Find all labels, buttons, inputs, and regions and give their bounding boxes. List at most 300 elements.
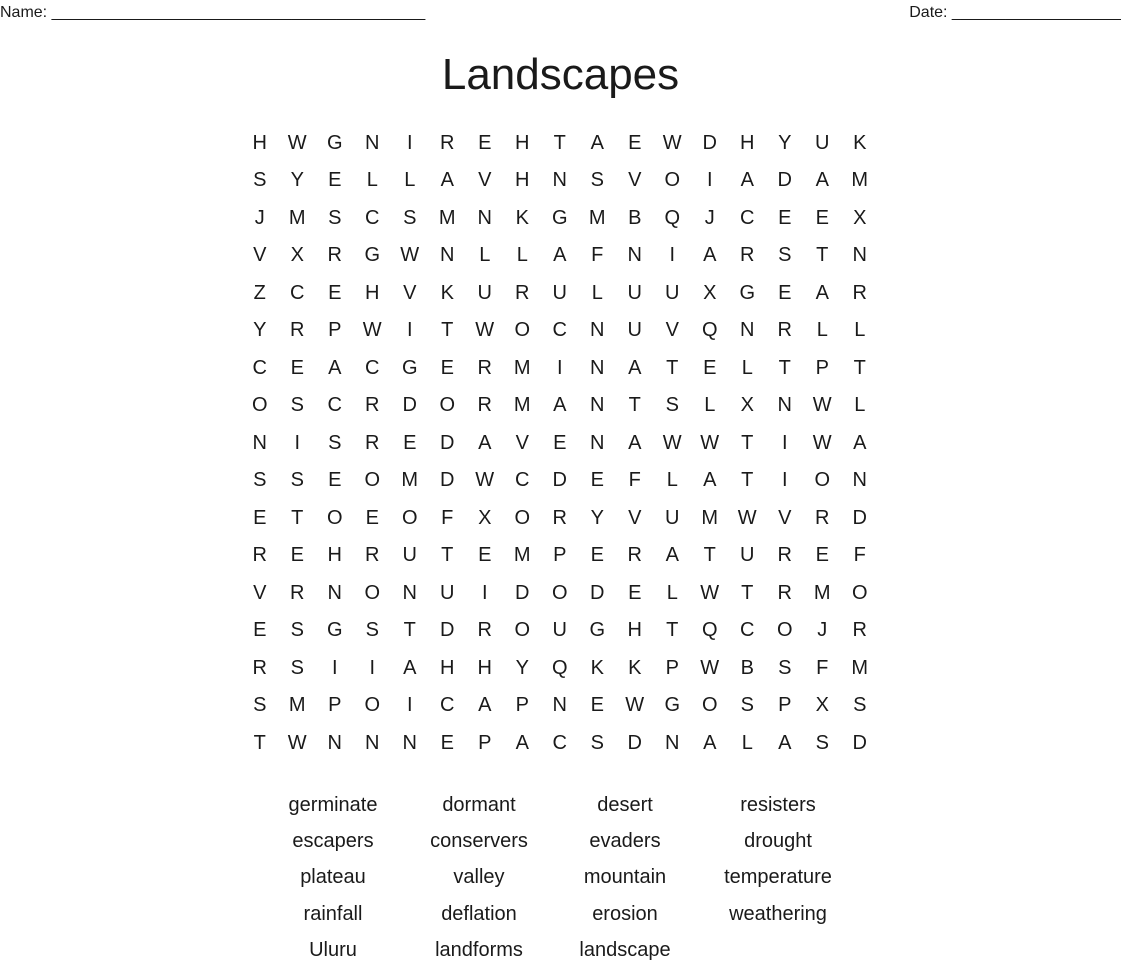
grid-letter: N xyxy=(402,731,417,754)
grid-letter: I xyxy=(406,319,413,342)
grid-letter: I xyxy=(331,656,338,679)
grid-letter: N xyxy=(440,244,455,267)
grid-letter: C xyxy=(365,356,380,379)
grid-letter: I xyxy=(669,244,676,267)
word-bank-item: Uluru xyxy=(309,938,357,961)
grid-letter: H xyxy=(327,544,342,567)
grid-letter: W xyxy=(400,244,420,267)
word-search-grid xyxy=(241,124,879,762)
grid-letter: G xyxy=(589,619,606,642)
grid-letter: A xyxy=(440,169,454,192)
grid-letter: D xyxy=(702,131,717,154)
grid-letter: E xyxy=(440,356,454,379)
grid-letter: E xyxy=(815,544,829,567)
grid-letter: O xyxy=(814,469,831,492)
grid-letter: S xyxy=(665,394,679,417)
grid-letter: W xyxy=(287,731,307,754)
grid-letter: S xyxy=(403,206,417,229)
grid-letter: L xyxy=(741,731,753,754)
grid-letter: X xyxy=(740,394,754,417)
grid-letter: R xyxy=(552,506,567,529)
grid-letter: D xyxy=(440,619,455,642)
grid-letter: L xyxy=(704,394,716,417)
grid-letter: T xyxy=(403,619,416,642)
grid-letter: T xyxy=(553,131,566,154)
grid-letter: E xyxy=(815,206,829,229)
grid-letter: R xyxy=(777,581,792,604)
grid-letter: M xyxy=(851,169,869,192)
grid-letter: G xyxy=(664,694,681,717)
grid-letter: E xyxy=(403,431,417,454)
grid-letter: I xyxy=(556,356,563,379)
grid-letter: V xyxy=(253,244,267,267)
grid-letter: H xyxy=(440,656,455,679)
grid-letter: H xyxy=(477,656,492,679)
grid-letter: D xyxy=(627,731,642,754)
grid-letter: D xyxy=(852,731,867,754)
grid-letter: A xyxy=(778,731,792,754)
grid-letter: I xyxy=(406,131,413,154)
grid-letter: R xyxy=(815,506,830,529)
grid-letter: L xyxy=(854,319,866,342)
grid-letter: Y xyxy=(515,656,529,679)
word-bank-item: conservers xyxy=(430,830,528,853)
grid-letter: A xyxy=(703,469,717,492)
grid-letter: Z xyxy=(253,281,266,304)
grid-letter: U xyxy=(627,281,642,304)
grid-letter: W xyxy=(812,431,832,454)
word-bank-item: desert xyxy=(597,794,653,817)
grid-letter: T xyxy=(778,356,791,379)
grid-letter: Y xyxy=(778,131,792,154)
grid-letter: R xyxy=(852,281,867,304)
grid-letter: E xyxy=(253,506,267,529)
grid-letter: U xyxy=(627,319,642,342)
grid-letter: R xyxy=(777,319,792,342)
grid-letter: J xyxy=(704,206,715,229)
grid-letter: C xyxy=(740,619,755,642)
grid-letter: E xyxy=(778,281,792,304)
grid-letter: D xyxy=(852,506,867,529)
grid-letter: C xyxy=(552,731,567,754)
grid-letter: P xyxy=(815,356,829,379)
grid-letter: E xyxy=(328,281,342,304)
grid-letter: H xyxy=(740,131,755,154)
grid-letter: R xyxy=(477,394,492,417)
grid-letter: E xyxy=(478,131,492,154)
grid-letter: R xyxy=(777,544,792,567)
grid-letter: A xyxy=(628,356,642,379)
word-bank-item: temperature xyxy=(724,866,832,889)
grid-letter: W xyxy=(700,656,720,679)
grid-letter: R xyxy=(252,544,267,567)
grid-letter: R xyxy=(365,544,380,567)
grid-letter: N xyxy=(627,244,642,267)
grid-letter: D xyxy=(552,469,567,492)
grid-letter: N xyxy=(477,206,492,229)
grid-letter: L xyxy=(816,319,828,342)
grid-letter: L xyxy=(666,469,678,492)
grid-letter: M xyxy=(438,206,456,229)
grid-letter: C xyxy=(440,694,455,717)
word-bank-item: weathering xyxy=(729,902,827,925)
grid-letter: L xyxy=(404,169,416,192)
grid-letter: V xyxy=(628,169,642,192)
puzzle-title: Landscapes xyxy=(441,50,680,99)
grid-letter: A xyxy=(665,544,679,567)
grid-letter: Q xyxy=(701,619,718,642)
grid-letter: J xyxy=(254,206,265,229)
grid-letter: S xyxy=(740,694,754,717)
grid-letter: A xyxy=(590,131,604,154)
grid-letter: S xyxy=(815,731,829,754)
grid-letter: M xyxy=(401,469,419,492)
grid-letter: C xyxy=(252,356,267,379)
grid-letter: P xyxy=(328,694,342,717)
grid-letter: R xyxy=(440,131,455,154)
grid-letter: K xyxy=(628,656,642,679)
grid-letter: A xyxy=(703,244,717,267)
grid-letter: L xyxy=(741,356,753,379)
grid-letter: N xyxy=(552,694,567,717)
grid-letter: E xyxy=(628,581,642,604)
grid-letter: S xyxy=(365,619,379,642)
grid-letter: X xyxy=(853,206,867,229)
grid-letter: L xyxy=(479,244,491,267)
grid-letter: O xyxy=(364,581,381,604)
grid-letter: I xyxy=(369,656,376,679)
grid-letter: N xyxy=(252,431,267,454)
grid-letter: I xyxy=(781,431,788,454)
grid-letter: T xyxy=(628,394,641,417)
grid-letter: M xyxy=(288,694,306,717)
grid-letter: E xyxy=(590,544,604,567)
grid-letter: P xyxy=(553,544,567,567)
grid-letter: Q xyxy=(701,319,718,342)
grid-letter: F xyxy=(628,469,641,492)
grid-letter: M xyxy=(288,206,306,229)
grid-letter: A xyxy=(515,731,529,754)
grid-letter: K xyxy=(515,206,529,229)
grid-letter: T xyxy=(666,356,679,379)
word-bank-item: evaders xyxy=(589,830,661,853)
grid-letter: W xyxy=(475,469,495,492)
grid-letter: N xyxy=(365,731,380,754)
grid-letter: M xyxy=(851,656,869,679)
grid-letter: Y xyxy=(253,319,267,342)
grid-letter: G xyxy=(401,356,418,379)
grid-letter: O xyxy=(776,619,793,642)
grid-letter: E xyxy=(590,694,604,717)
grid-letter: N xyxy=(590,319,605,342)
grid-letter: W xyxy=(362,319,382,342)
grid-letter: J xyxy=(817,619,828,642)
grid-letter: R xyxy=(290,581,305,604)
grid-letter: H xyxy=(515,169,530,192)
grid-letter: M xyxy=(513,356,531,379)
grid-letter: O xyxy=(701,694,718,717)
grid-letter: E xyxy=(553,431,567,454)
grid-letter: U xyxy=(815,131,830,154)
grid-letter: C xyxy=(740,206,755,229)
grid-letter: O xyxy=(401,506,418,529)
grid-letter: E xyxy=(328,169,342,192)
grid-letter: F xyxy=(853,544,866,567)
grid-letter: R xyxy=(515,281,530,304)
grid-letter: A xyxy=(815,281,829,304)
grid-letter: T xyxy=(441,319,454,342)
grid-letter: C xyxy=(515,469,530,492)
word-bank-item: escapers xyxy=(292,830,374,853)
grid-letter: W xyxy=(812,394,832,417)
grid-letter: M xyxy=(588,206,606,229)
grid-letter: N xyxy=(327,731,342,754)
grid-letter: O xyxy=(364,469,381,492)
grid-letter: U xyxy=(477,281,492,304)
grid-letter: V xyxy=(478,169,492,192)
grid-letter: W xyxy=(662,431,682,454)
grid-letter: C xyxy=(552,319,567,342)
word-bank-item: deflation xyxy=(441,902,517,925)
grid-letter: R xyxy=(365,394,380,417)
grid-letter: N xyxy=(590,394,605,417)
grid-letter: B xyxy=(628,206,642,229)
grid-letter: T xyxy=(253,731,266,754)
grid-letter: C xyxy=(290,281,305,304)
grid-letter: E xyxy=(253,619,267,642)
grid-letter: Y xyxy=(290,169,304,192)
grid-letter: V xyxy=(253,581,267,604)
grid-letter: V xyxy=(665,319,679,342)
grid-letter: A xyxy=(628,431,642,454)
grid-letter: O xyxy=(326,506,343,529)
grid-letter: K xyxy=(853,131,867,154)
grid-letter: N xyxy=(365,131,380,154)
grid-letter: O xyxy=(514,319,531,342)
word-bank-item: germinate xyxy=(288,794,378,817)
grid-letter: S xyxy=(590,169,604,192)
grid-letter: I xyxy=(481,581,488,604)
grid-letter: A xyxy=(478,431,492,454)
grid-letter: C xyxy=(327,394,342,417)
grid-letter: M xyxy=(813,581,831,604)
grid-letter: P xyxy=(328,319,342,342)
grid-letter: W xyxy=(625,694,645,717)
grid-letter: N xyxy=(327,581,342,604)
word-bank-item: landscape xyxy=(579,938,671,961)
grid-letter: W xyxy=(737,506,757,529)
grid-letter: U xyxy=(740,544,755,567)
grid-letter: E xyxy=(440,731,454,754)
grid-letter: W xyxy=(475,319,495,342)
grid-letter: S xyxy=(253,694,267,717)
grid-letter: D xyxy=(440,469,455,492)
word-bank xyxy=(260,787,858,968)
grid-letter: O xyxy=(851,581,868,604)
grid-letter: L xyxy=(666,581,678,604)
grid-letter: T xyxy=(741,469,754,492)
grid-letter: E xyxy=(778,206,792,229)
grid-letter: N xyxy=(402,581,417,604)
grid-letter: P xyxy=(778,694,792,717)
grid-letter: A xyxy=(703,731,717,754)
grid-letter: N xyxy=(590,356,605,379)
grid-letter: V xyxy=(778,506,792,529)
word-bank-item: drought xyxy=(744,830,812,853)
grid-letter: E xyxy=(290,544,304,567)
grid-letter: A xyxy=(553,394,567,417)
grid-letter: O xyxy=(439,394,456,417)
grid-letter: K xyxy=(440,281,454,304)
grid-letter: D xyxy=(515,581,530,604)
grid-letter: B xyxy=(740,656,754,679)
grid-letter: L xyxy=(854,394,866,417)
grid-letter: S xyxy=(290,656,304,679)
grid-letter: W xyxy=(287,131,307,154)
grid-letter: A xyxy=(740,169,754,192)
grid-letter: E xyxy=(328,469,342,492)
grid-letter: R xyxy=(477,356,492,379)
grid-letter: M xyxy=(701,506,719,529)
grid-letter: O xyxy=(251,394,268,417)
grid-letter: O xyxy=(551,581,568,604)
grid-letter: L xyxy=(591,281,603,304)
grid-letter: G xyxy=(326,131,343,154)
grid-letter: D xyxy=(590,581,605,604)
grid-letter: S xyxy=(290,469,304,492)
date-field: Date: ___________________ xyxy=(909,4,1121,21)
grid-letter: T xyxy=(703,544,716,567)
grid-letter: Q xyxy=(664,206,681,229)
grid-letter: S xyxy=(328,431,342,454)
grid-letter: W xyxy=(700,581,720,604)
grid-letter: S xyxy=(590,731,604,754)
grid-letter: X xyxy=(478,506,492,529)
word-bank-item: dormant xyxy=(442,794,516,817)
grid-letter: H xyxy=(365,281,380,304)
grid-letter: P xyxy=(665,656,679,679)
grid-letter: N xyxy=(852,244,867,267)
grid-letter: S xyxy=(778,656,792,679)
grid-letter: S xyxy=(253,169,267,192)
grid-letter: F xyxy=(816,656,829,679)
grid-letter: G xyxy=(739,281,756,304)
grid-letter: R xyxy=(365,431,380,454)
grid-letter: S xyxy=(778,244,792,267)
grid-letter: U xyxy=(665,506,680,529)
grid-letter: M xyxy=(513,544,531,567)
grid-letter: S xyxy=(290,394,304,417)
grid-letter: T xyxy=(441,544,454,567)
grid-letter: H xyxy=(515,131,530,154)
grid-letter: N xyxy=(552,169,567,192)
grid-letter: R xyxy=(627,544,642,567)
grid-letter: A xyxy=(553,244,567,267)
grid-letter: U xyxy=(552,619,567,642)
grid-letter: N xyxy=(590,431,605,454)
grid-letter: T xyxy=(741,431,754,454)
name-field: Name: __________________________________________ xyxy=(0,4,426,21)
grid-letter: F xyxy=(591,244,604,267)
word-bank-item: plateau xyxy=(300,866,366,889)
grid-letter: L xyxy=(366,169,378,192)
grid-letter: V xyxy=(403,281,417,304)
grid-letter: D xyxy=(440,431,455,454)
grid-letter: R xyxy=(327,244,342,267)
grid-letter: R xyxy=(290,319,305,342)
grid-letter: A xyxy=(328,356,342,379)
grid-letter: E xyxy=(365,506,379,529)
grid-letter: T xyxy=(853,356,866,379)
grid-letter: U xyxy=(552,281,567,304)
grid-letter: I xyxy=(294,431,301,454)
grid-letter: N xyxy=(665,731,680,754)
grid-letter: E xyxy=(290,356,304,379)
grid-letter: E xyxy=(628,131,642,154)
grid-letter: K xyxy=(590,656,604,679)
grid-letter: M xyxy=(513,394,531,417)
grid-letter: O xyxy=(364,694,381,717)
grid-letter: L xyxy=(516,244,528,267)
grid-letter: I xyxy=(706,169,713,192)
grid-letter: T xyxy=(666,619,679,642)
grid-letter: T xyxy=(816,244,829,267)
grid-letter: O xyxy=(664,169,681,192)
grid-letter: X xyxy=(815,694,829,717)
grid-letter: D xyxy=(402,394,417,417)
grid-letter: R xyxy=(740,244,755,267)
grid-letter: E xyxy=(590,469,604,492)
grid-letter: O xyxy=(514,619,531,642)
grid-letter: A xyxy=(403,656,417,679)
grid-letter: G xyxy=(551,206,568,229)
grid-letter: P xyxy=(515,694,529,717)
grid-letter: U xyxy=(440,581,455,604)
grid-letter: F xyxy=(441,506,454,529)
grid-letter: H xyxy=(252,131,267,154)
grid-letter: O xyxy=(514,506,531,529)
grid-letter: G xyxy=(364,244,381,267)
word-bank-item: landforms xyxy=(435,938,523,961)
grid-letter: I xyxy=(781,469,788,492)
grid-letter: R xyxy=(477,619,492,642)
grid-letter: T xyxy=(291,506,304,529)
grid-letter: Y xyxy=(590,506,604,529)
word-bank-item: rainfall xyxy=(303,902,363,925)
grid-letter: R xyxy=(852,619,867,642)
grid-letter: I xyxy=(406,694,413,717)
grid-letter: R xyxy=(252,656,267,679)
grid-letter: A xyxy=(815,169,829,192)
grid-letter: H xyxy=(627,619,642,642)
grid-letter: U xyxy=(665,281,680,304)
grid-letter: N xyxy=(777,394,792,417)
grid-letter: W xyxy=(662,131,682,154)
grid-letter: C xyxy=(365,206,380,229)
grid-letter: A xyxy=(478,694,492,717)
word-bank-item: mountain xyxy=(583,866,667,889)
grid-letter: S xyxy=(253,469,267,492)
grid-letter: W xyxy=(700,431,720,454)
grid-letter: G xyxy=(326,619,343,642)
word-bank-item: valley xyxy=(453,866,505,889)
grid-letter: N xyxy=(852,469,867,492)
word-bank-item: resisters xyxy=(740,794,816,817)
word-bank-item: erosion xyxy=(592,902,658,925)
grid-letter: X xyxy=(290,244,304,267)
grid-letter: D xyxy=(777,169,792,192)
grid-letter: S xyxy=(853,694,867,717)
